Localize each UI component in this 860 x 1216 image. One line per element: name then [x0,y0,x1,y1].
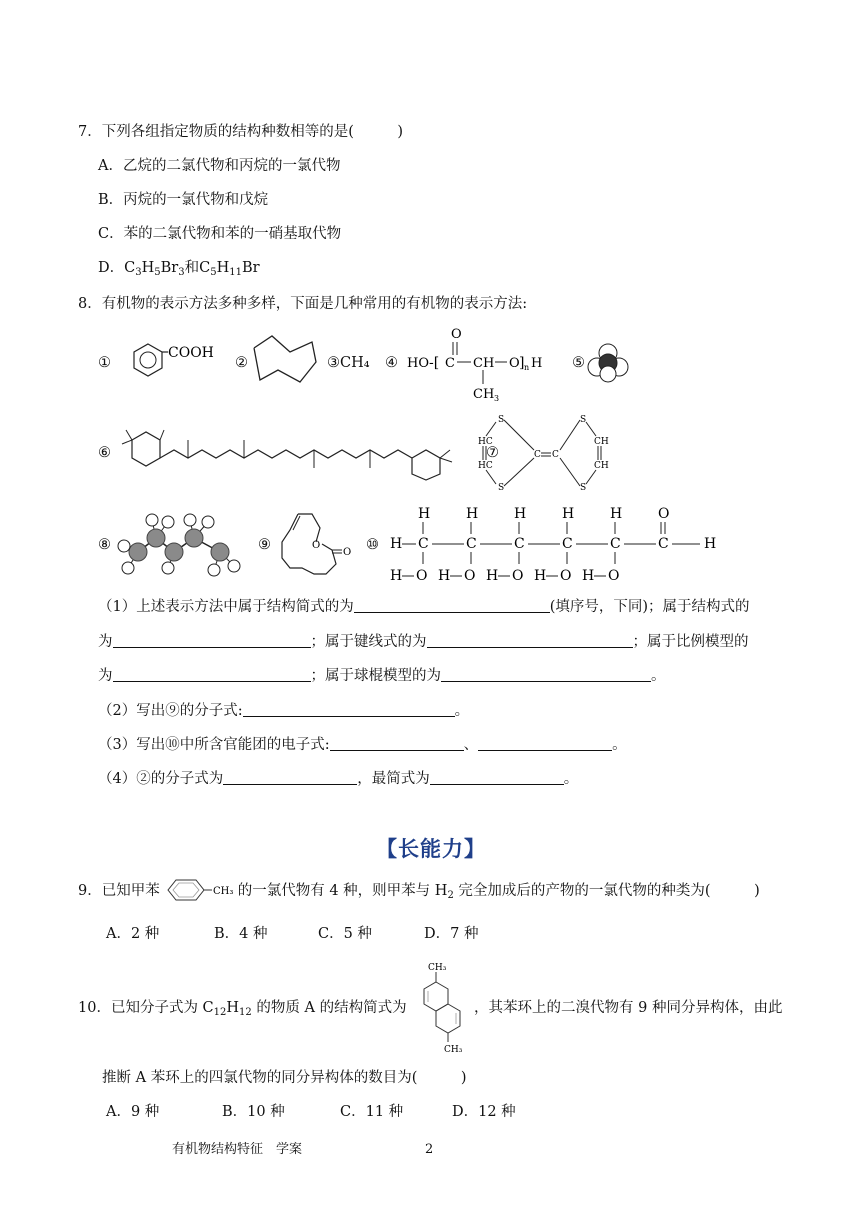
q10-stem-line2: 推断 A 苯环上的四氯代物的同分异构体的数目为( ) [102,1070,467,1086]
svg-text:S: S [498,483,505,493]
cyclooctane-skeleton [250,332,320,388]
svg-text:C: C [445,356,455,371]
svg-text:O: O [509,356,520,371]
q10-option-a: A．9 种 [106,1104,160,1120]
q8-sub1-line1: （1）上述表示方法中属于结构简式的为 (填序号，下同)；属于结构式的 [98,596,750,617]
q10-option-b: B．10 种 [222,1104,285,1120]
svg-text:S: S [580,483,587,493]
svg-text:C: C [514,536,525,552]
svg-text:]: ] [519,355,525,371]
label-7: ⑦ [486,445,499,461]
q10-option-d: D．12 种 [452,1104,516,1120]
answer-blank-electron-formula-2[interactable] [478,734,612,751]
svg-text:CH: CH [473,356,495,371]
q8-sub3: （3）写出⑩中所含官能团的电子式: 、 。 [98,734,627,755]
svg-text:H: H [582,568,595,584]
svg-text:CH₃: CH₃ [444,1045,463,1055]
svg-text:S: S [498,415,505,425]
q9-option-c: C．5 种 [318,926,372,942]
answer-blank-structural-simplified[interactable] [354,596,550,613]
svg-text:CH: CH [473,387,495,402]
svg-text:O: O [608,568,620,584]
label-5: ⑤ [572,355,585,371]
answer-blank-skeletal-formula[interactable] [427,631,633,648]
footer-title: 有机物结构特征 学案 [172,1142,303,1157]
macrocyclic-lactone-skeleton [276,506,356,580]
beta-carotene-skeleton [112,420,472,482]
svg-text:3: 3 [494,394,500,403]
q7-option-b: B．丙烷的一氯代物和戊烷 [98,192,269,208]
svg-text:C: C [534,450,541,460]
q9-option-a: A．2 种 [106,926,160,942]
svg-text:H: H [704,536,717,552]
svg-text:CH₃: CH₃ [212,886,234,897]
answer-blank-space-filling-model[interactable] [113,665,311,682]
q7-option-c: C．苯的二氯代物和苯的一硝基取代物 [98,226,342,242]
label-2: ② [235,355,248,371]
svg-text:CH: CH [594,461,609,471]
label-6: ⑥ [98,445,111,461]
label-9: ⑨ [258,537,271,553]
svg-text:O: O [464,568,476,584]
svg-text:HO: HO [407,356,429,371]
q7-option-d: D．$C_3H_5Br_3$和$C_5H_{11}Br$ [98,260,260,278]
svg-text:n: n [524,363,530,372]
q9-stem: 9．已知甲苯 CH₃ 的一氯代物有 4 种，则甲苯与 $H_2$ 完全加成后的产物的一氯代物的种类为( ) [78,880,760,901]
toluene-structure [160,880,238,900]
svg-text:C: C [658,536,669,552]
svg-text:O: O [416,568,428,584]
svg-text:H: H [514,506,527,522]
svg-text:CH₃: CH₃ [428,963,447,973]
answer-blank-empirical-formula-2[interactable] [430,768,564,785]
q8-sub1-line2: 为 ；属于键线式的为 ；属于比例模型的 [98,631,749,652]
svg-text:C: C [610,536,621,552]
q10-stem-line1: 10．已知分子式为 $C_{12}H_{12}$ 的物质 A 的结构简式为 [78,1000,407,1018]
label-10: ⑩ [366,537,379,553]
glucose-structural-formula [388,504,728,584]
label-3-methane: ③CH₄ [327,355,370,371]
svg-text:H: H [438,568,451,584]
svg-text:H: H [531,356,543,371]
svg-text:HC: HC [478,437,493,447]
svg-text:H: H [486,568,499,584]
q8-sub1-line3: 为 ；属于球棍模型的为 。 [98,665,666,686]
answer-blank-molecular-formula-2[interactable] [223,768,357,785]
q10-option-c: C．11 种 [340,1104,404,1120]
label-4: ④ [385,355,398,371]
svg-text:HC: HC [478,461,493,471]
section-banner: 【长能力】 [376,837,486,861]
methane-space-filling-model [588,343,628,383]
q9-option-b: B．4 种 [214,926,268,942]
svg-text:H: H [610,506,623,522]
svg-text:S: S [580,415,587,425]
answer-blank-electron-formula-1[interactable] [330,734,464,751]
benzoic-acid-structure [118,340,213,384]
tetrathiafulvalene-structure [470,410,640,494]
q9-option-d: D．7 种 [424,926,479,942]
svg-text:H: H [390,536,403,552]
q8-sub4: （4）②的分子式为 ，最简式为 。 [98,768,578,789]
svg-text:H: H [418,506,431,522]
label-1: ① [98,355,111,371]
svg-text:H: H [390,568,403,584]
answer-blank-ball-stick-model[interactable] [441,665,651,682]
svg-text:H: H [534,568,547,584]
q10-stem-tail: ，其苯环上的二溴代物有 9 种同分异构体，由此 [474,1000,783,1016]
svg-text:C: C [418,536,429,552]
svg-text:-[: -[ [429,355,440,371]
svg-text:O: O [512,568,524,584]
svg-text:C: C [562,536,573,552]
q7-option-a: A．乙烷的二氯代物和丙烷的一氯代物 [98,158,341,174]
svg-text:C: C [552,450,559,460]
q8-sub2: （2）写出⑨的分子式: 。 [98,700,469,721]
page-number: 2 [425,1142,434,1157]
svg-text:H: H [562,506,575,522]
answer-blank-structural-formula[interactable] [113,631,311,648]
svg-text:H: H [466,506,479,522]
svg-text:O: O [451,327,462,342]
answer-blank-molecular-formula-9[interactable] [243,700,455,717]
q8-stem: 8．有机物的表示方法多种多样，下面是几种常用的有机物的表示方法: [78,296,528,312]
dimethylnaphthalene-structure [408,958,468,1054]
cooh-label: COOH [168,345,214,361]
svg-text:O: O [343,547,352,558]
polylactic-acid-structure [405,326,555,402]
q7-stem: 7．下列各组指定物质的结构种数相等的是( ) [78,124,404,140]
svg-text:O: O [312,540,321,551]
label-8: ⑧ [98,537,111,553]
ball-and-stick-model [118,508,248,578]
svg-text:O: O [560,568,572,584]
svg-text:C: C [466,536,477,552]
svg-text:O: O [658,506,670,522]
svg-text:CH: CH [594,437,609,447]
